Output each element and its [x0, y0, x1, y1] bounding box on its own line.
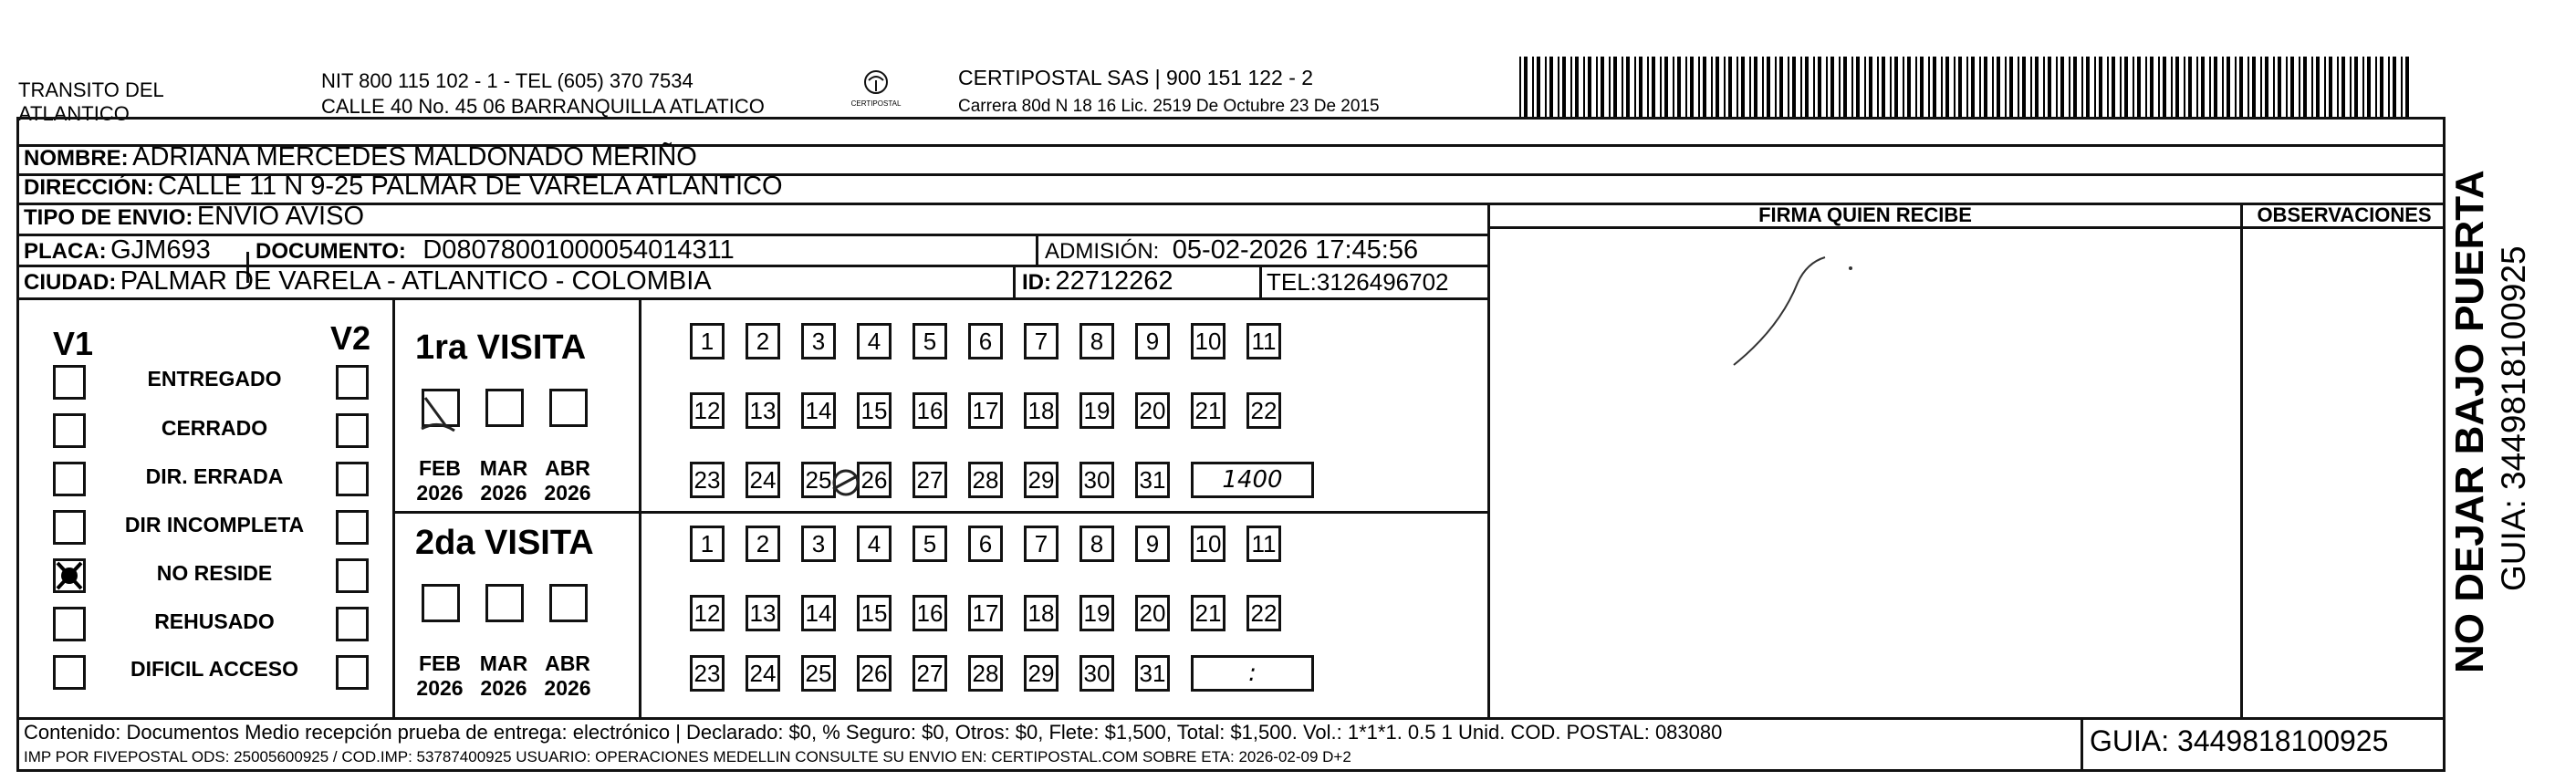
second-visit-day-box[interactable]: 1	[690, 526, 725, 562]
courier-address: Carrera 80d N 18 16 Lic. 2519 De Octubre 23 De 2015	[958, 97, 1380, 116]
status-dir-incompleta: DIR INCOMPLETA	[124, 513, 305, 536]
plate-row	[24, 235, 211, 266]
first-visit-day-box[interactable]: 13	[746, 392, 780, 429]
first-visit-day-box[interactable]: 27	[913, 462, 947, 498]
month-name: MAR	[479, 456, 528, 480]
second-visit-day-box[interactable]: 25	[801, 655, 836, 692]
month-name: MAR	[479, 651, 528, 675]
status-v1-checkbox[interactable]	[53, 413, 86, 448]
second-visit-month-checkbox[interactable]	[485, 584, 524, 622]
admission-row	[1045, 235, 1418, 266]
first-visit-day-box[interactable]: 20	[1135, 392, 1170, 429]
second-visit-day-box[interactable]: 28	[968, 655, 1003, 692]
first-visit-day-box[interactable]: 21	[1191, 392, 1225, 429]
content-line: Contenido: Documentos Medio recepción prueba de entrega: electrónico | Declarado: $0, % Seguro: $0, Otros: $0, Flete: $1,500, Total: $1,500. Vol.: 1*1*1. 0.5 1 Unid. COD. POSTAL: 083080	[24, 721, 1723, 744]
second-visit-day-box[interactable]: 17	[968, 595, 1003, 631]
second-visit-month-checkbox[interactable]	[422, 584, 460, 622]
first-visit-day-box[interactable]: 26	[857, 462, 892, 498]
first-visit-day-box[interactable]: 18	[1024, 392, 1059, 429]
side-guide: GUIA: 3449818100925	[2495, 245, 2532, 591]
second-visit-day-box[interactable]: 27	[913, 655, 947, 692]
id-row	[1022, 266, 1173, 297]
id-label: ID:	[1022, 270, 1051, 295]
first-visit-day-box[interactable]: 7	[1024, 323, 1059, 359]
recipient-address-row	[24, 172, 783, 202]
second-visit-day-box[interactable]: 12	[690, 595, 725, 631]
month-year: 2026	[480, 481, 527, 505]
imp-line: IMP POR FIVEPOSTAL ODS: 25005600925 / COD.IMP: 53787400925 USUARIO: OPERACIONES MEDELLIN CONSULTE SU ENVIO EN: CERTIPOSTAL.COM SOBRE ETA: 2026-02-09 D+2	[24, 748, 1351, 765]
second-visit-day-box[interactable]: 21	[1191, 595, 1225, 631]
first-visit-day-box[interactable]: 23	[690, 462, 725, 498]
sender-name-line1: TRANSITO DEL	[18, 78, 164, 101]
first-visit-day-box[interactable]: 24	[746, 462, 780, 498]
second-visit-month-checkbox[interactable]	[549, 584, 588, 622]
recipient-name: ADRIANA MERCEDES MALDONADO MERIÑO	[132, 142, 697, 172]
first-visit-month-label	[540, 456, 595, 505]
second-visit-day-box[interactable]: 2	[746, 526, 780, 562]
tel-row	[1267, 268, 1449, 297]
signature-header: FIRMA QUIEN RECIBE	[1758, 203, 1972, 226]
tel-label: TEL:	[1267, 268, 1317, 296]
first-visit-day-box[interactable]: 8	[1079, 323, 1114, 359]
plate-label: PLACA:	[24, 239, 107, 264]
status-v1-checkbox[interactable]	[53, 365, 86, 400]
handwritten-feb-mark	[418, 389, 469, 440]
sender-nit: NIT 800 115 102 - 1 - TEL (605) 370 7534	[321, 69, 694, 92]
no-dejar-bajo-puerta: NO DEJAR BAJO PUERTA	[2447, 170, 2492, 673]
second-visit-month-label	[412, 651, 467, 701]
first-visit-day-box[interactable]: 31	[1135, 462, 1170, 498]
v1-label: V1	[53, 325, 94, 362]
first-visit-day-box[interactable]: 29	[1024, 462, 1059, 498]
second-visit-day-box[interactable]: 3	[801, 526, 836, 562]
admission-value: 05-02-2026 17:45:56	[1172, 235, 1419, 265]
document-label: DOCUMENTO:	[256, 239, 406, 264]
second-visit-day-box[interactable]: 10	[1191, 526, 1225, 562]
first-visit-time-box[interactable]: 1400	[1191, 462, 1314, 498]
status-dificil-acceso: DIFICIL ACCESO	[130, 657, 298, 681]
second-visit-day-box[interactable]: 8	[1079, 526, 1114, 562]
status-v1-checkbox[interactable]	[53, 462, 86, 496]
status-v2-checkbox[interactable]	[336, 558, 369, 593]
city-value: PALMAR DE VARELA - ATLANTICO - COLOMBIA	[120, 266, 712, 296]
first-visit-month-checkbox[interactable]	[549, 389, 588, 427]
second-visit-day-box[interactable]: 13	[746, 595, 780, 631]
second-visit-day-box[interactable]: 6	[968, 526, 1003, 562]
second-visit-day-box[interactable]: 31	[1135, 655, 1170, 692]
month-year: 2026	[544, 481, 591, 505]
first-visit-month-label	[412, 456, 467, 505]
second-visit-day-box[interactable]: 19	[1079, 595, 1114, 631]
first-visit-title: 1ra VISITA	[415, 328, 587, 367]
second-visit-month-label	[476, 651, 531, 701]
first-visit-day-box[interactable]: 12	[690, 392, 725, 429]
second-visit-day-box[interactable]: 30	[1079, 655, 1114, 692]
document-row	[256, 235, 735, 266]
first-visit-day-box[interactable]: 11	[1246, 323, 1281, 359]
barcode	[1519, 57, 2418, 117]
status-v2-checkbox[interactable]	[336, 655, 369, 690]
address-label: DIRECCIÓN:	[24, 175, 154, 200]
status-dir-errada: DIR. ERRADA	[145, 464, 284, 488]
status-v2-checkbox[interactable]	[336, 462, 369, 496]
shipment-type: ENVIO AVISO	[196, 202, 365, 231]
second-visit-day-box[interactable]: 16	[913, 595, 947, 631]
status-v2-checkbox[interactable]	[336, 413, 369, 448]
second-visit-day-box[interactable]: 11	[1246, 526, 1281, 562]
second-visit-day-box[interactable]: 18	[1024, 595, 1059, 631]
status-cerrado: CERRADO	[161, 416, 268, 440]
status-v1-checkbox[interactable]	[53, 558, 86, 593]
second-visit-day-box[interactable]: 9	[1135, 526, 1170, 562]
second-visit-day-box[interactable]: 26	[857, 655, 892, 692]
status-v1-checkbox[interactable]	[53, 655, 86, 690]
sender-address: CALLE 40 No. 45 06 BARRANQUILLA ATLATICO	[321, 95, 765, 118]
month-year: 2026	[416, 481, 464, 505]
footer-guide: GUIA: 3449818100925	[2090, 724, 2389, 757]
status-v1-checkbox[interactable]	[53, 607, 86, 641]
first-visit-day-box[interactable]: 15	[857, 392, 892, 429]
status-v2-checkbox[interactable]	[336, 607, 369, 641]
second-visit-day-box[interactable]: 24	[746, 655, 780, 692]
tel-value: 3126496702	[1316, 268, 1449, 296]
first-visit-day-box[interactable]: 19	[1079, 392, 1114, 429]
second-visit-title: 2da VISITA	[415, 524, 594, 562]
first-visit-day-box[interactable]: 30	[1079, 462, 1114, 498]
second-visit-day-box[interactable]: 15	[857, 595, 892, 631]
first-visit-day-box[interactable]: 22	[1246, 392, 1281, 429]
shipment-type-row	[24, 202, 364, 232]
second-visit-day-box[interactable]: 7	[1024, 526, 1059, 562]
first-visit-day-box[interactable]: 2	[746, 323, 780, 359]
second-visit-day-box[interactable]: 22	[1246, 595, 1281, 631]
month-name: ABR	[545, 651, 590, 675]
first-visit-day-box[interactable]: 1	[690, 323, 725, 359]
first-visit-day-box[interactable]: 3	[801, 323, 836, 359]
recipient-address: CALLE 11 N 9-25 PALMAR DE VARELA ATLANTICO	[158, 172, 783, 201]
observations-header: OBSERVACIONES	[2257, 203, 2432, 226]
v2-label: V2	[330, 319, 371, 357]
sender-name-line2: ATLANTICO	[18, 102, 130, 125]
first-visit-day-box[interactable]: 16	[913, 392, 947, 429]
city-label: CIUDAD:	[24, 270, 117, 295]
second-visit-day-box[interactable]: 14	[801, 595, 836, 631]
second-visit-day-box[interactable]: 5	[913, 526, 947, 562]
name-label: NOMBRE:	[24, 146, 129, 171]
id-value: 22712262	[1055, 266, 1173, 296]
first-visit-day-box[interactable]: 9	[1135, 323, 1170, 359]
status-entregado: ENTREGADO	[147, 367, 282, 390]
first-visit-day-box[interactable]: 10	[1191, 323, 1225, 359]
second-visit-day-box[interactable]: 20	[1135, 595, 1170, 631]
status-no-reside: NO RESIDE	[156, 561, 273, 585]
first-visit-day-box[interactable]: 25	[801, 462, 836, 498]
month-name: FEB	[419, 651, 461, 675]
svg-text:CERTIPOSTAL: CERTIPOSTAL	[850, 99, 902, 108]
certipostal-logo	[844, 69, 908, 117]
handwritten-day-mark	[824, 462, 870, 504]
second-visit-day-box[interactable]: 4	[857, 526, 892, 562]
first-visit-day-box[interactable]: 4	[857, 323, 892, 359]
plate-value: GJM693	[110, 235, 211, 265]
month-name: FEB	[419, 456, 461, 480]
admission-label: ADMISIÓN:	[1045, 239, 1160, 264]
first-visit-month-label	[476, 456, 531, 505]
recipient-signature	[1716, 237, 1880, 383]
status-v2-checkbox[interactable]	[336, 510, 369, 545]
second-visit-day-box[interactable]: 29	[1024, 655, 1059, 692]
second-visit-day-box[interactable]: 23	[690, 655, 725, 692]
first-visit-day-box[interactable]: 14	[801, 392, 836, 429]
month-name: ABR	[545, 456, 590, 480]
document-value: D08078001000054014311	[422, 235, 735, 265]
first-visit-day-box[interactable]: 6	[968, 323, 1003, 359]
first-visit-day-box[interactable]: 5	[913, 323, 947, 359]
month-year: 2026	[544, 676, 591, 700]
month-year: 2026	[480, 676, 527, 700]
first-visit-month-checkbox[interactable]	[485, 389, 524, 427]
status-v2-checkbox[interactable]	[336, 365, 369, 400]
first-visit-day-box[interactable]: 17	[968, 392, 1003, 429]
month-year: 2026	[416, 676, 464, 700]
recipient-name-row	[24, 142, 697, 172]
courier-name: CERTIPOSTAL SAS | 900 151 122 - 2	[958, 66, 1314, 89]
second-visit-month-label	[540, 651, 595, 701]
second-visit-time-box[interactable]: :	[1191, 655, 1314, 692]
type-label: TIPO DE ENVIO:	[24, 205, 193, 230]
first-visit-day-box[interactable]: 28	[968, 462, 1003, 498]
status-rehusado: REHUSADO	[154, 609, 275, 633]
status-v1-checkbox[interactable]	[53, 510, 86, 545]
city-row	[24, 266, 712, 297]
